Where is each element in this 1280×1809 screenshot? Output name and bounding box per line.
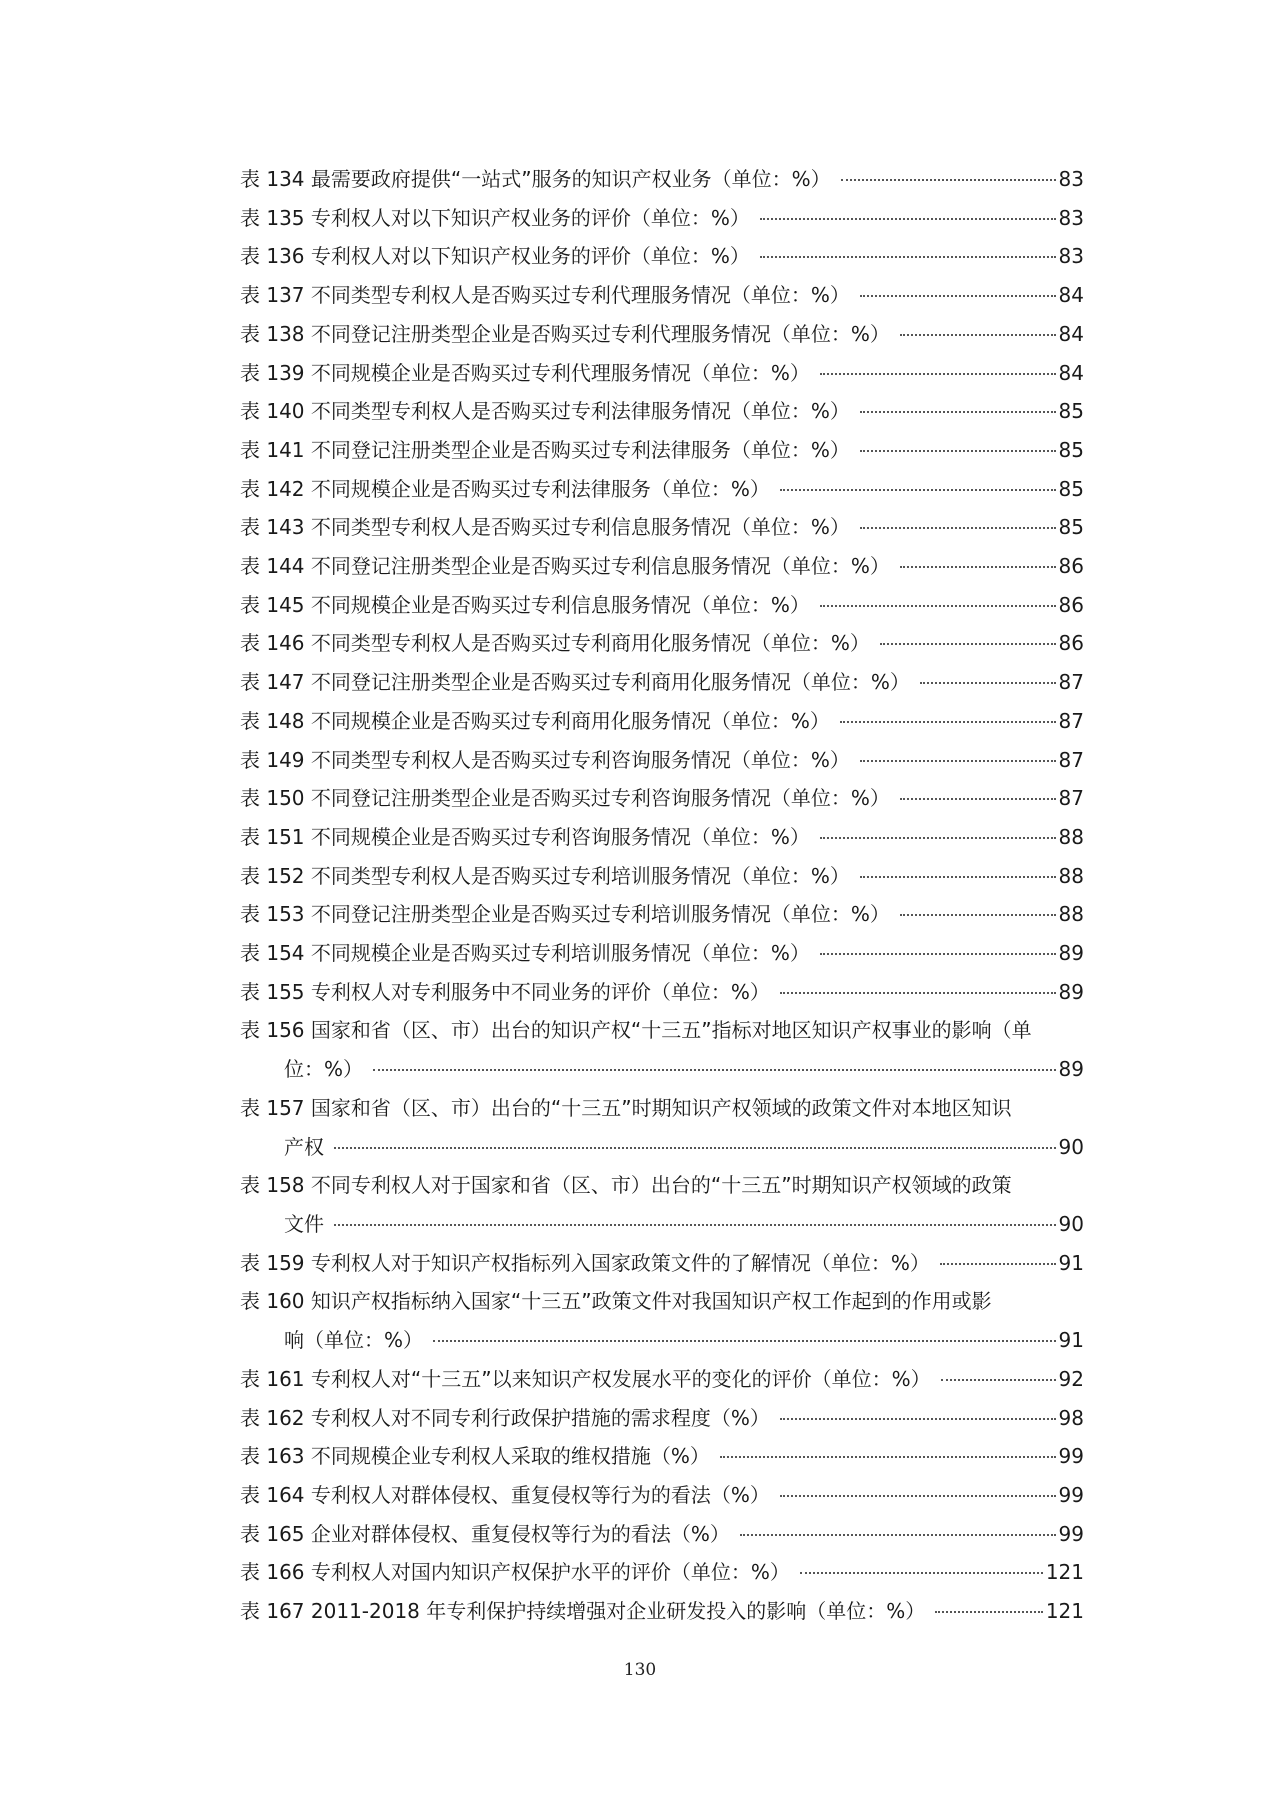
toc-entry-title: 不同规模企业是否购买过专利代理服务情况（单位：%）	[310, 360, 810, 385]
toc-entry-page: 86	[1058, 631, 1084, 656]
toc-entry[interactable]	[240, 392, 1084, 431]
toc-entry-label: 表 166	[240, 1560, 305, 1585]
toc-entry[interactable]	[240, 1282, 1084, 1359]
dot-leader	[433, 1340, 1056, 1342]
dot-leader	[760, 218, 1056, 220]
toc-entry[interactable]	[240, 315, 1084, 354]
dot-leader	[780, 992, 1056, 994]
toc-entry-page: 87	[1058, 786, 1084, 811]
toc-entry-title: 专利权人对不同专利行政保护措施的需求程度（%）	[310, 1405, 770, 1430]
toc-entry-title: 不同登记注册类型企业是否购买过专利代理服务情况（单位：%）	[310, 321, 890, 346]
dot-leader	[860, 876, 1056, 878]
dot-leader	[780, 489, 1056, 491]
toc-entry-label: 表 163	[240, 1444, 305, 1469]
toc-entry-label: 表 135	[240, 205, 305, 230]
dot-leader	[860, 527, 1056, 529]
dot-leader	[860, 295, 1056, 297]
dot-leader	[760, 256, 1056, 258]
toc-entry-page: 99	[1058, 1521, 1084, 1546]
toc-entry-page: 89	[1058, 979, 1084, 1004]
toc-entry-title: 最需要政府提供“一站式”服务的知识产权业务（单位：%）	[310, 167, 831, 191]
toc-entry[interactable]	[240, 431, 1084, 470]
toc-entry-title: 企业对群体侵权、重复侵权等行为的看法（%）	[310, 1521, 730, 1546]
toc-entry-page: 92	[1058, 1366, 1084, 1391]
toc-entry[interactable]	[240, 1553, 1084, 1592]
toc-entry[interactable]	[240, 973, 1084, 1012]
dot-leader	[373, 1069, 1056, 1071]
dot-leader	[740, 1534, 1056, 1536]
toc-entry-title: 不同类型专利权人是否购买过专利培训服务情况（单位：%）	[310, 863, 850, 888]
dot-leader	[820, 605, 1056, 607]
toc-entry-page: 83	[1058, 244, 1084, 269]
toc-entry-title-continued: 产权	[284, 1134, 324, 1159]
toc-entry[interactable]	[240, 160, 1084, 199]
toc-entry-title: 不同登记注册类型企业是否购买过专利法律服务（单位：%）	[310, 437, 850, 462]
toc-entry-page: 91	[1058, 1250, 1084, 1275]
toc-entry-label: 表 137	[240, 283, 305, 308]
toc-entry-title: 不同规模企业是否购买过专利培训服务情况（单位：%）	[310, 941, 810, 966]
toc-entry-title-continued: 响（单位：%）	[284, 1328, 424, 1353]
toc-entry-label: 表 164	[240, 1482, 305, 1507]
dot-leader	[900, 798, 1056, 800]
toc-entry-page: 86	[1058, 592, 1084, 617]
toc-entry-label: 表 140	[240, 399, 305, 424]
dot-leader	[940, 1263, 1056, 1265]
toc-entry-label: 表 151	[240, 824, 305, 849]
toc-entry-page: 88	[1058, 824, 1084, 849]
toc-entry[interactable]	[240, 702, 1084, 741]
dot-leader	[920, 682, 1056, 684]
toc-entry-label: 表 157	[240, 1095, 305, 1120]
dot-leader	[840, 721, 1056, 723]
toc-entry-label: 表 156	[240, 1018, 305, 1043]
toc-entry-title: 专利权人对“十三五”以来知识产权发展水平的变化的评价（单位：%）	[310, 1366, 931, 1391]
toc-entry-label: 表 134	[240, 167, 305, 191]
toc-entry[interactable]	[240, 857, 1084, 896]
toc-entry-label: 表 143	[240, 515, 305, 540]
toc-entry-title: 不同登记注册类型企业是否购买过专利培训服务情况（单位：%）	[310, 902, 890, 927]
dot-leader	[900, 914, 1056, 916]
toc-entry-page: 83	[1058, 167, 1084, 191]
toc-entry-title: 不同类型专利权人是否购买过专利商用化服务情况（单位：%）	[310, 631, 870, 656]
dot-leader	[900, 334, 1056, 336]
toc-entry-page: 85	[1058, 515, 1084, 540]
toc-entry[interactable]	[240, 818, 1084, 857]
toc-entry-title: 专利权人对于知识产权指标列入国家政策文件的了解情况（单位：%）	[310, 1250, 930, 1275]
toc-entry-title-continued: 位：%）	[284, 1057, 364, 1082]
toc-entry-title-continued: 文件	[284, 1211, 324, 1236]
toc-entry-page: 87	[1058, 708, 1084, 733]
toc-entry[interactable]	[240, 1244, 1084, 1283]
toc-entry-label: 表 148	[240, 708, 305, 733]
toc-entry-label: 表 167	[240, 1599, 305, 1624]
dot-leader	[720, 1456, 1056, 1458]
toc-entry-label: 表 155	[240, 979, 305, 1004]
toc-entry-title: 不同类型专利权人是否购买过专利信息服务情况（单位：%）	[310, 515, 850, 540]
toc-entry[interactable]	[240, 663, 1084, 702]
dot-leader	[860, 411, 1056, 413]
toc-entry-title: 不同规模企业专利权人采取的维权措施（%）	[310, 1444, 710, 1469]
toc-entry-title: 专利权人对以下知识产权业务的评价（单位：%）	[310, 205, 750, 230]
toc-entry-label: 表 154	[240, 941, 305, 966]
toc-entry-title: 专利权人对国内知识产权保护水平的评价（单位：%）	[310, 1560, 790, 1585]
toc-entry[interactable]	[240, 547, 1084, 586]
table-of-contents	[240, 160, 1084, 1631]
toc-entry-page: 90	[1058, 1134, 1084, 1159]
toc-entry-page: 86	[1058, 554, 1084, 579]
toc-entry-page: 121	[1045, 1560, 1084, 1585]
toc-entry-page: 98	[1058, 1405, 1084, 1430]
toc-entry-page: 84	[1058, 360, 1084, 385]
toc-entry-title: 不同规模企业是否购买过专利商用化服务情况（单位：%）	[310, 708, 830, 733]
toc-entry-page: 85	[1058, 437, 1084, 462]
toc-entry-page: 88	[1058, 863, 1084, 888]
toc-entry-title: 不同登记注册类型企业是否购买过专利咨询服务情况（单位：%）	[310, 786, 890, 811]
dot-leader	[780, 1418, 1056, 1420]
toc-entry[interactable]	[240, 508, 1084, 547]
toc-entry-label: 表 136	[240, 244, 305, 269]
toc-entry-label: 表 161	[240, 1366, 305, 1391]
toc-entry[interactable]	[240, 586, 1084, 625]
toc-entry[interactable]	[240, 895, 1084, 934]
toc-entry-title: 不同专利权人对于国家和省（区、市）出台的“十三五”时期知识产权领域的政策	[310, 1173, 1012, 1198]
dot-leader	[820, 373, 1056, 375]
toc-entry[interactable]	[240, 624, 1084, 663]
toc-entry-label: 表 138	[240, 321, 305, 346]
toc-entry-title: 国家和省（区、市）出台的“十三五”时期知识产权领域的政策文件对本地区知识	[310, 1095, 1012, 1120]
toc-entry-title: 不同规模企业是否购买过专利法律服务（单位：%）	[310, 476, 770, 501]
toc-entry[interactable]	[240, 1399, 1084, 1438]
toc-entry[interactable]	[240, 1476, 1084, 1515]
dot-leader	[820, 837, 1056, 839]
dot-leader	[860, 760, 1056, 762]
toc-entry[interactable]	[240, 354, 1084, 393]
toc-entry-label: 表 149	[240, 747, 305, 772]
toc-entry-page: 87	[1058, 670, 1084, 695]
toc-entry-label: 表 165	[240, 1521, 305, 1546]
toc-entry-title: 不同类型专利权人是否购买过专利法律服务情况（单位：%）	[310, 399, 850, 424]
toc-entry-label: 表 160	[240, 1289, 305, 1314]
toc-entry-title: 专利权人对专利服务中不同业务的评价（单位：%）	[310, 979, 770, 1004]
toc-entry-page: 84	[1058, 283, 1084, 308]
toc-entry-page: 121	[1045, 1599, 1084, 1624]
toc-entry-page: 90	[1058, 1211, 1084, 1236]
toc-entry[interactable]	[240, 470, 1084, 509]
toc-entry[interactable]	[240, 934, 1084, 973]
toc-entry-page: 89	[1058, 941, 1084, 966]
toc-entry[interactable]	[240, 741, 1084, 780]
toc-entry[interactable]	[240, 1011, 1084, 1088]
page-number: 130	[623, 1660, 657, 1680]
toc-entry-page: 85	[1058, 476, 1084, 501]
toc-entry-title: 专利权人对以下知识产权业务的评价（单位：%）	[310, 244, 750, 269]
dot-leader	[800, 1572, 1043, 1574]
toc-entry-title: 不同规模企业是否购买过专利咨询服务情况（单位：%）	[310, 824, 810, 849]
toc-entry-page: 87	[1058, 747, 1084, 772]
toc-entry-label: 表 162	[240, 1405, 305, 1430]
toc-entry-title: 国家和省（区、市）出台的知识产权“十三五”指标对地区知识产权事业的影响（单	[310, 1018, 1032, 1043]
toc-entry[interactable]	[240, 1437, 1084, 1476]
dot-leader	[941, 1379, 1056, 1381]
toc-entry-page: 99	[1058, 1444, 1084, 1469]
toc-entry-label: 表 145	[240, 592, 305, 617]
dot-leader	[860, 450, 1056, 452]
dot-leader	[780, 1495, 1056, 1497]
toc-entry-title: 不同登记注册类型企业是否购买过专利信息服务情况（单位：%）	[310, 554, 890, 579]
dot-leader	[935, 1611, 1043, 1613]
toc-entry-page: 99	[1058, 1482, 1084, 1507]
dot-leader	[334, 1147, 1056, 1149]
toc-entry-label: 表 141	[240, 437, 305, 462]
toc-entry-label: 表 158	[240, 1173, 305, 1198]
toc-entry[interactable]	[240, 1515, 1084, 1554]
toc-entry-page: 84	[1058, 321, 1084, 346]
toc-entry-label: 表 147	[240, 670, 305, 695]
toc-entry-label: 表 159	[240, 1250, 305, 1275]
toc-entry-title: 不同类型专利权人是否购买过专利代理服务情况（单位：%）	[310, 283, 850, 308]
dot-leader	[334, 1224, 1056, 1226]
toc-entry-label: 表 142	[240, 476, 305, 501]
toc-entry-page: 89	[1058, 1057, 1084, 1082]
toc-entry[interactable]	[240, 1166, 1084, 1243]
dot-leader	[900, 566, 1056, 568]
toc-entry-title: 2011-2018 年专利保护持续增强对企业研发投入的影响（单位：%）	[310, 1599, 926, 1624]
toc-entry[interactable]	[240, 276, 1084, 315]
toc-entry-label: 表 150	[240, 786, 305, 811]
toc-entry-label: 表 152	[240, 863, 305, 888]
toc-entry-label: 表 153	[240, 902, 305, 927]
toc-entry-title: 不同登记注册类型企业是否购买过专利商用化服务情况（单位：%）	[310, 670, 910, 695]
toc-entry[interactable]	[240, 779, 1084, 818]
toc-entry-title: 不同规模企业是否购买过专利信息服务情况（单位：%）	[310, 592, 810, 617]
toc-entry[interactable]	[240, 1360, 1084, 1399]
toc-entry-title: 不同类型专利权人是否购买过专利咨询服务情况（单位：%）	[310, 747, 850, 772]
toc-entry-title: 专利权人对群体侵权、重复侵权等行为的看法（%）	[310, 1482, 770, 1507]
dot-leader	[880, 643, 1056, 645]
toc-entry[interactable]	[240, 1592, 1084, 1631]
toc-entry-label: 表 144	[240, 554, 305, 579]
dot-leader	[820, 953, 1056, 955]
toc-entry-page: 88	[1058, 902, 1084, 927]
toc-entry[interactable]	[240, 199, 1084, 238]
dot-leader	[841, 179, 1056, 181]
toc-entry[interactable]	[240, 237, 1084, 276]
toc-entry-page: 83	[1058, 205, 1084, 230]
toc-entry[interactable]	[240, 1089, 1084, 1166]
toc-entry-title: 知识产权指标纳入国家“十三五”政策文件对我国知识产权工作起到的作用或影	[310, 1289, 992, 1314]
toc-entry-page: 85	[1058, 399, 1084, 424]
toc-entry-page: 91	[1058, 1328, 1084, 1353]
toc-entry-label: 表 139	[240, 360, 305, 385]
toc-entry-label: 表 146	[240, 631, 305, 656]
